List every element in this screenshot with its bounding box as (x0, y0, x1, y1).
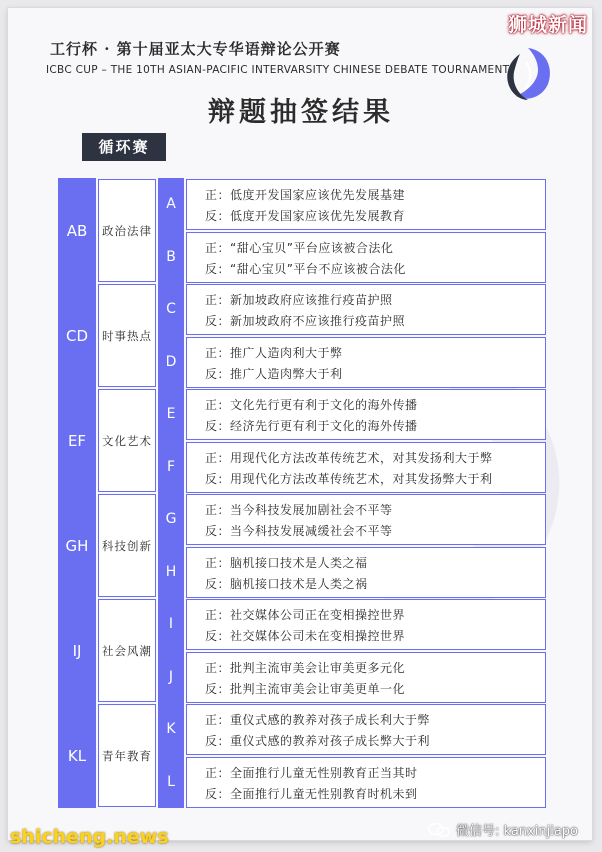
group-code: CD (65, 326, 89, 345)
motion-con: 反：重仪式感的教养对孩子成长弊大于利 (205, 734, 431, 748)
motion-row (186, 652, 546, 703)
motion-row (186, 337, 546, 388)
motion-letter: D (165, 354, 177, 370)
category-cell: 青年教育 (98, 704, 156, 807)
motion-pro: 正：新加坡政府应该推行疫苗护照 (205, 293, 393, 307)
category-cell: 社会风潮 (98, 599, 156, 702)
motion-row (186, 704, 546, 755)
motion-row (186, 757, 546, 808)
motion-row (186, 599, 546, 650)
group-code: EF (67, 431, 87, 450)
motion-con: 反：经济先行更有利于文化的海外传播 (205, 419, 418, 433)
motion-row (186, 179, 546, 230)
motion-pro: 正：用现代化方法改革传统艺术，对其发扬利大于弊 (205, 451, 493, 465)
page-title: 辩题抽签结果 (208, 97, 394, 128)
motion-pro: 正：社交媒体公司正在变相操控世界 (205, 608, 406, 622)
motion-pro: 正：批判主流审美会让审美更多元化 (205, 661, 406, 675)
motion-pro: 正：推广人造肉利大于弊 (205, 346, 343, 360)
motion-con: 反：全面推行儿童无性别教育时机未到 (205, 787, 418, 801)
category-cell: 科技创新 (98, 494, 156, 597)
motion-letter: K (166, 721, 176, 737)
motion-pro: 正：脑机接口技术是人类之福 (205, 556, 368, 570)
motion-row (186, 284, 546, 335)
motion-row (186, 547, 546, 598)
motion-letter: C (166, 301, 176, 317)
wechat-icon (428, 822, 450, 838)
category-cell: 政治法律 (98, 179, 156, 282)
motion-con: 反：低度开发国家应该优先发展教育 (205, 209, 406, 223)
motion-row (186, 389, 546, 440)
motion-letter: F (166, 459, 176, 475)
tournament-title-chinese: 工行杯 · 第十届亚太大专华语辩论公开赛 (50, 40, 341, 58)
watermark-bottom-left: shicheng.news (10, 826, 169, 848)
motion-letter: E (166, 406, 176, 422)
motion-table (58, 178, 546, 808)
motion-row (186, 232, 546, 283)
motion-letter: J (168, 669, 174, 685)
category-cell: 时事热点 (98, 284, 156, 387)
watermark-top-right: 狮城新闻 (507, 14, 588, 36)
motion-letter: L (167, 774, 175, 790)
motion-letter: A (166, 196, 176, 212)
motion-con: 反：推广人造肉弊大于利 (205, 367, 343, 381)
motion-con: 反：新加坡政府不应该推行疫苗护照 (205, 314, 406, 328)
wechat-id-text: 微信号: kanxinjiapo (456, 824, 578, 839)
tournament-title-english: ICBC CUP – THE 10TH ASIAN-PACIFIC INTERVARSITY CHINESE DEBATE TOURNAMENT (46, 64, 510, 76)
group-code: AB (66, 221, 88, 240)
motion-pro: 正：低度开发国家应该优先发展基建 (205, 188, 406, 202)
motion-pro: 正：重仪式感的教养对孩子成长利大于弊 (205, 713, 431, 727)
motion-pro: 正：“甜心宝贝”平台应该被合法化 (205, 241, 394, 255)
motion-con: 反：社交媒体公司未在变相操控世界 (205, 629, 406, 643)
motion-letter: B (166, 249, 176, 265)
group-code: KL (67, 746, 87, 765)
motion-con: 反：当今科技发展减缓社会不平等 (205, 524, 393, 538)
motion-letter: G (165, 511, 177, 527)
motion-con: 反：批判主流审美会让审美更单一化 (205, 682, 406, 696)
motion-con: 反：脑机接口技术是人类之祸 (205, 577, 368, 591)
category-cell: 文化艺术 (98, 389, 156, 492)
motion-pro: 正：当今科技发展加剧社会不平等 (205, 503, 393, 517)
group-code: GH (65, 536, 89, 555)
stage-label: 循环赛 (82, 133, 166, 161)
motion-letter: I (168, 616, 174, 632)
group-code: IJ (72, 641, 82, 660)
motion-letter: H (165, 564, 177, 580)
motion-pro: 正：全面推行儿童无性别教育正当其时 (205, 766, 418, 780)
motion-con: 反：“甜心宝贝”平台不应该被合法化 (205, 262, 406, 276)
motion-con: 反：用现代化方法改革传统艺术，对其发扬弊大于利 (205, 472, 493, 486)
motion-row (186, 442, 546, 493)
motion-row (186, 494, 546, 545)
watermark-bottom-right (428, 820, 578, 839)
motion-pro: 正：文化先行更有利于文化的海外传播 (205, 398, 418, 412)
